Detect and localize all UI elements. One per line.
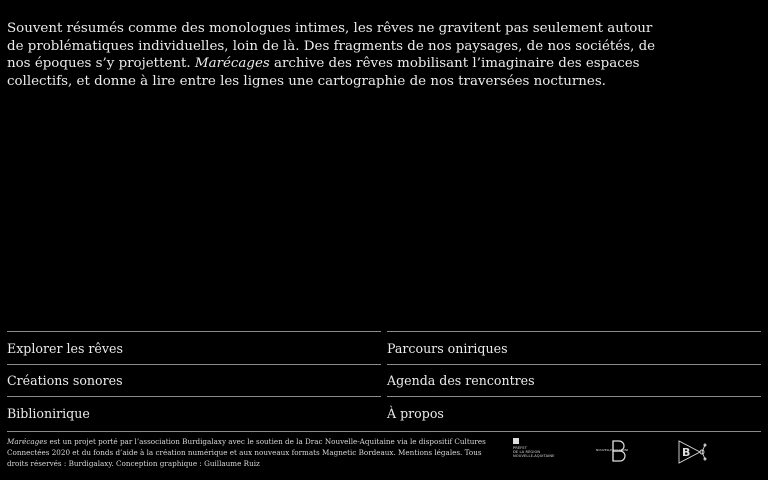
burdigalaxy-mark-icon — [676, 439, 708, 465]
nav-a-propos[interactable]: À propos — [387, 396, 761, 429]
nouvelle-aquitaine-logo[interactable] — [596, 438, 628, 468]
main-navigation — [7, 331, 761, 429]
footer-credits-text: est un projet porté par l’association Burdigalaxy avec le soutien de la Drac Nouvelle-Aquitaine via le dispositif Cultures Connectées 2020 et du fonds d’aide à la création numérique et aux nouveaux formats Magnetic Bordeaux. Mentions légales. Tous droits réservés : Burdigalaxy. Conception graphique : Guillaume Ruiz — [7, 437, 486, 468]
nav-column-left — [7, 331, 381, 429]
prefet-logo-text: PRÉFET DE LA RÉGION NOUVELLE-AQUITAINE — [513, 446, 555, 458]
footer-divider — [7, 431, 761, 432]
intro-part1: Souvent résumés comme des monologues intimes, les rêves ne gravitent pas seulement autour de problématiques individuelles, loin de là. Des fragments de nos paysages, de nos sociétés, de nos époques s’y projettent. — [7, 21, 656, 71]
footer-credits — [7, 436, 502, 469]
region-mark-icon — [596, 438, 628, 464]
intro-part2: archive des rêves mobilisant l’imaginaire des espaces collectifs, et donne à lire entre les lignes une cartographie de nos traversées nocturnes. — [7, 56, 640, 89]
intro-project-title: Marécages — [194, 56, 270, 71]
partner-logos — [510, 436, 760, 466]
nav-column-right — [387, 331, 761, 429]
nav-parcours-oniriques[interactable]: Parcours oniriques — [387, 331, 761, 364]
nav-explorer-les-reves[interactable]: Explorer les rêves — [7, 331, 381, 364]
intro-text — [7, 20, 667, 90]
marianne-flag-icon — [513, 438, 519, 444]
burdigalaxy-logo-letter: B — [682, 446, 691, 459]
burdigalaxy-logo[interactable] — [676, 439, 708, 469]
nav-creations-sonores[interactable]: Créations sonores — [7, 364, 381, 397]
region-logo-label: NOUVELLE AQUITAINE — [596, 448, 628, 452]
nav-agenda-des-rencontres[interactable]: Agenda des rencontres — [387, 364, 761, 397]
nav-biblionirique[interactable]: Biblionirique — [7, 396, 381, 429]
prefet-region-logo[interactable] — [513, 438, 573, 458]
footer-project-name: Marécages — [7, 437, 48, 446]
